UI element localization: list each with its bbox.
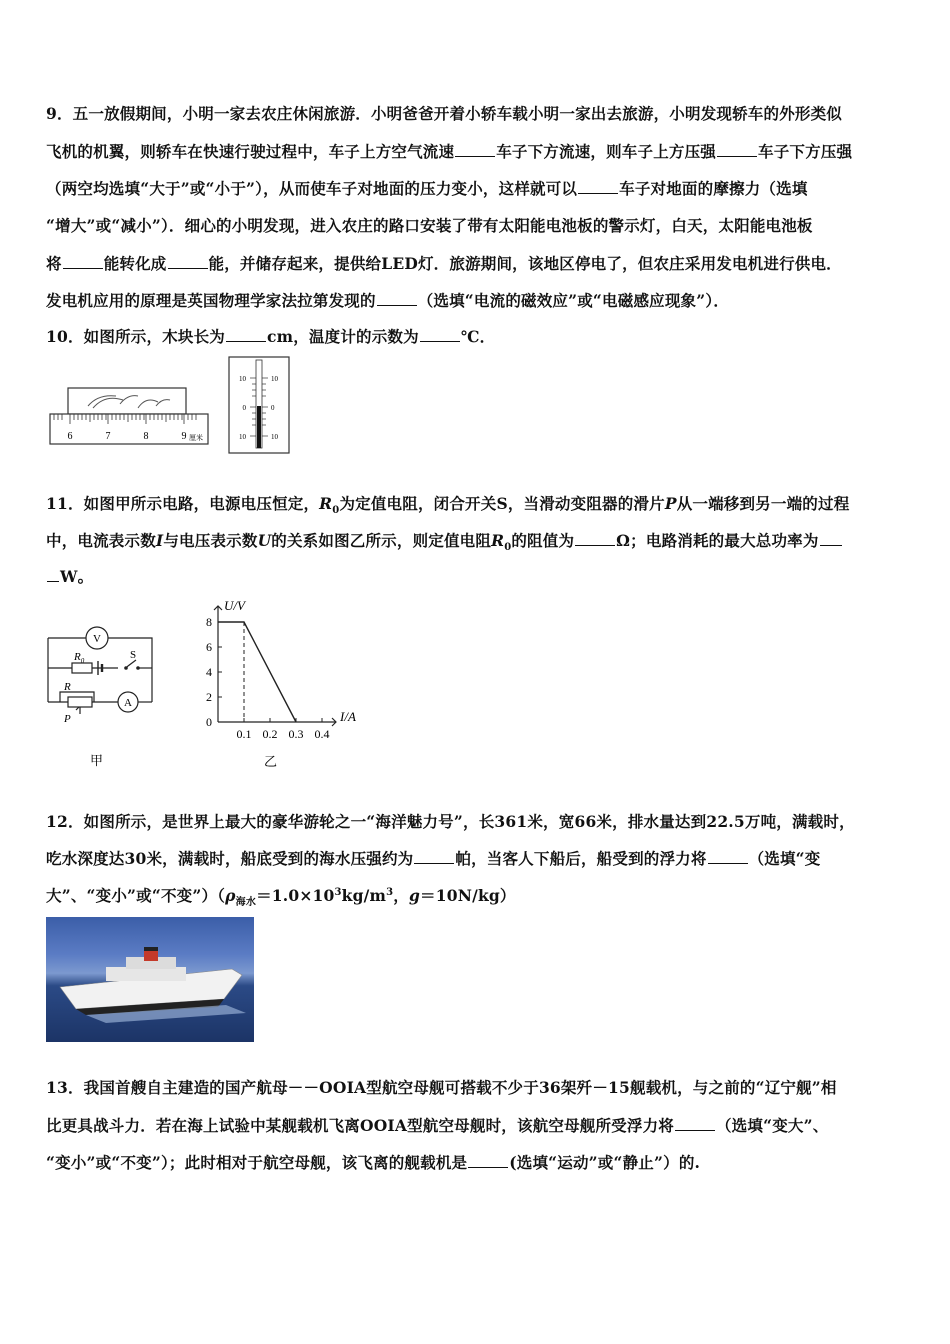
answer-blank[interactable] xyxy=(414,848,454,864)
q11-line-3: W。 xyxy=(46,565,93,587)
u-i-series-line xyxy=(218,622,296,722)
switch-label: S xyxy=(130,649,137,661)
thermometer-label: 10 xyxy=(271,375,278,383)
q9-line-4: “增大”或“减小”）．细心的小明发现，进入农庄的路口安装了带有太阳能电池板的警示灯，白天，太阳能电池板 xyxy=(46,216,813,235)
ruler-figure xyxy=(48,384,213,448)
x-tick-label: 0.2 xyxy=(262,727,278,741)
x-tick-label: 0.3 xyxy=(288,727,304,741)
answer-blank[interactable] xyxy=(468,1152,508,1168)
slider-label: P xyxy=(64,713,71,725)
answer-blank[interactable] xyxy=(377,290,417,306)
answer-blank[interactable] xyxy=(168,253,208,269)
q11-line-2: 中，电流表示数I与电压表示数U的关系如图乙所示，则定值电阻$R_0$的阻值为 Ω；电路消耗的最大总功率为 xyxy=(46,529,843,553)
ruler-unit: 厘米 xyxy=(189,434,203,442)
q10-line-1: 10．如图所示，木块长为 cm，温度计的示数为 ℃． xyxy=(46,327,496,346)
answer-blank[interactable] xyxy=(420,326,460,342)
voltmeter-label: V xyxy=(93,633,101,645)
r0-label: $R_0$ xyxy=(74,651,85,665)
ruler-tick-label: 9 xyxy=(181,431,187,442)
q12-line-1: 12．如图所示，是世界上最大的豪华游轮之一“海洋魅力号”，长361米，宽66米，排水量达到22.5万吨，满载时， xyxy=(46,812,855,831)
rheostat-r xyxy=(68,697,92,707)
thermometer-label: 0 xyxy=(242,404,246,412)
y-tick-label: 0 xyxy=(206,715,212,729)
thermometer-liquid xyxy=(257,406,261,448)
answer-blank[interactable] xyxy=(717,141,757,157)
answer-blank[interactable] xyxy=(575,530,615,546)
y-tick-label: 8 xyxy=(206,615,212,629)
answer-blank[interactable] xyxy=(578,178,618,194)
y-axis-label: U/V xyxy=(224,598,245,613)
wood-block xyxy=(68,388,186,414)
q13-line-1: 13．我国首艘自主建造的国产航母－－OOIA型航空母舰可搭载不少于36架歼－15舰载机，与之前的“辽宁舰”相 xyxy=(46,1078,837,1097)
q9-line-2: 飞机的机翼，则轿车在快速行驶过程中，车子上方空气流速 车子下方流速，则车子上方压强 车子下方压强 xyxy=(46,142,853,161)
y-tick-label: 2 xyxy=(206,690,212,704)
answer-blank[interactable] xyxy=(226,326,266,342)
thermometer-figure xyxy=(228,356,290,454)
q9-line-1: 9．五一放假期间，小明一家去农庄休闲旅游．小明爸爸开着小轿车载小明一家出去旅游，小明发现轿车的外形类似 xyxy=(46,104,842,123)
ammeter-label: A xyxy=(124,697,132,709)
circuit-diagram xyxy=(40,620,165,770)
q12-line-3: 大”、“变小”或“不变$”)(\rho_{海水}=1.0\times 10^3kg/m^3$，g＝10N/kg） xyxy=(46,886,516,909)
x-axis-label: I/A xyxy=(340,709,356,724)
cruise-ship-photo xyxy=(46,917,254,1042)
y-tick-label: 6 xyxy=(206,640,212,654)
q11-line-1: 11．如图甲所示电路，电源电压恒定，$R_0$为定值电阻，闭合开关S，当滑动变阻器的滑片P从一端移到另一端的过程 xyxy=(46,494,850,517)
ui-graph xyxy=(190,596,370,776)
caption-jia: 甲 xyxy=(90,754,104,769)
x-tick-label: 0.1 xyxy=(236,727,252,741)
thermometer-label: 0 xyxy=(271,404,275,412)
thermometer-label: 10 xyxy=(239,433,246,441)
ruler-tick-label: 7 xyxy=(105,431,111,442)
q9-line-6: 发电机应用的原理是英国物理学家法拉第发现的 （选填“电流的磁效应”或“电磁感应现象”）． xyxy=(46,291,730,310)
ruler-tick-label: 6 xyxy=(67,431,73,442)
q9-line-5: 将 能转化成 能，并储存起来，提供给LED灯．旅游期间，该地区停电了，但农庄采用发电机进行供电． xyxy=(46,254,842,273)
answer-blank[interactable] xyxy=(675,1115,715,1131)
answer-blank[interactable] xyxy=(47,566,59,582)
q12-line-2: 吃水深度达30米，满载时，船底受到的海水压强约为 帕，当客人下船后，船受到的浮力将 （选填“变 xyxy=(46,849,821,868)
q13-line-3: “变小”或“不变”）；此时相对于航空母舰，该飞离的舰载机是 (选填“运动”或“静止”）的. xyxy=(46,1153,701,1172)
q13-line-2: 比更具战斗力．若在海上试验中某舰载机飞离OOIA型航空母舰时，该航空母舰所受浮力将 （选填“变大”、 xyxy=(46,1116,829,1135)
answer-blank[interactable] xyxy=(455,141,495,157)
y-tick-label: 4 xyxy=(206,665,212,679)
x-tick-label: 0.4 xyxy=(314,727,330,741)
thermometer-label: 10 xyxy=(271,433,278,441)
ruler-tick-label: 8 xyxy=(143,431,149,442)
thermometer-label: 10 xyxy=(239,375,246,383)
answer-blank[interactable] xyxy=(708,848,748,864)
answer-blank[interactable] xyxy=(820,530,842,546)
answer-blank[interactable] xyxy=(63,253,103,269)
q9-line-3: （两空均选填“大于”或“小于”），从而使车子对地面的压力变小，这样就可以 车子对地面的摩擦力（选填 xyxy=(46,179,808,198)
rheostat-label: R xyxy=(64,681,71,693)
caption-yi: 乙 xyxy=(264,755,278,770)
